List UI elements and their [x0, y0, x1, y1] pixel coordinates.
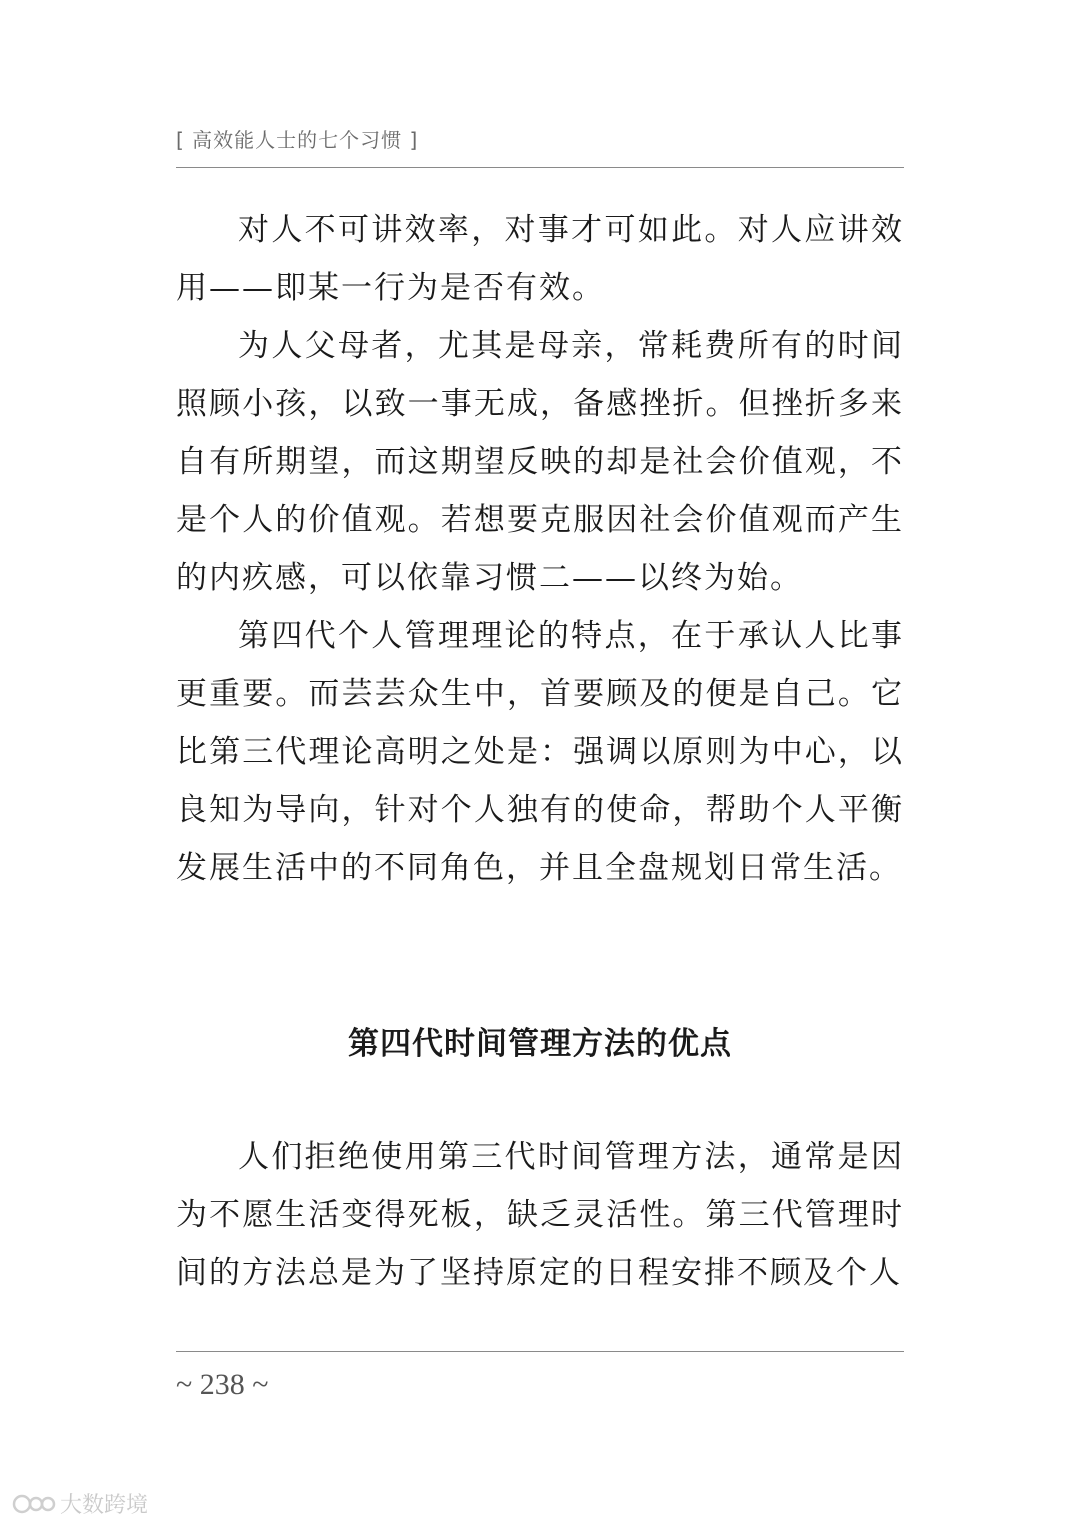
body-text-bottom [176, 1128, 904, 1302]
paragraph: 人们拒绝使用第三代时间管理方法，通常是因为不愿生活变得死板，缺乏灵活性。第三代管理时间的方法总是为了坚持原定的日程安排不顾及个人 [176, 1139, 904, 1291]
section-heading: 第四代时间管理方法的优点 [348, 1026, 732, 1062]
watermark-text: 大数跨境 [60, 1493, 149, 1518]
running-header-title: [ 高效能人士的七个习惯 ] [176, 128, 419, 152]
header-rule [176, 167, 904, 168]
footer-rule [176, 1351, 904, 1352]
paragraph: 第四代个人管理理论的特点，在于承认人比事更重要。而芸芸众生中，首要顾及的便是自己。它比第三代理论高明之处是：强调以原则为中心，以良知为导向，针对个人独有的使命，帮助个人平衡发展生活中的不同角色，并且全盘规划日常生活。 [176, 618, 904, 886]
paragraph: 对人不可讲效率，对事才可如此。对人应讲效用——即某一行为是否有效。 [176, 212, 904, 306]
body-text-top [176, 201, 904, 897]
watermark [12, 1488, 148, 1519]
paragraph: 为人父母者，尤其是母亲，常耗费所有的时间照顾小孩，以致一事无成，备感挫折。但挫折多来自有所期望，而这期望反映的却是社会价值观，不是个人的价值观。若想要克服因社会价值观而产生的内疚感，可以依靠习惯二——以终为始。 [176, 328, 904, 596]
page-number: ~ 238 ~ [176, 1368, 269, 1401]
watermark-logo-icon [12, 1491, 56, 1517]
